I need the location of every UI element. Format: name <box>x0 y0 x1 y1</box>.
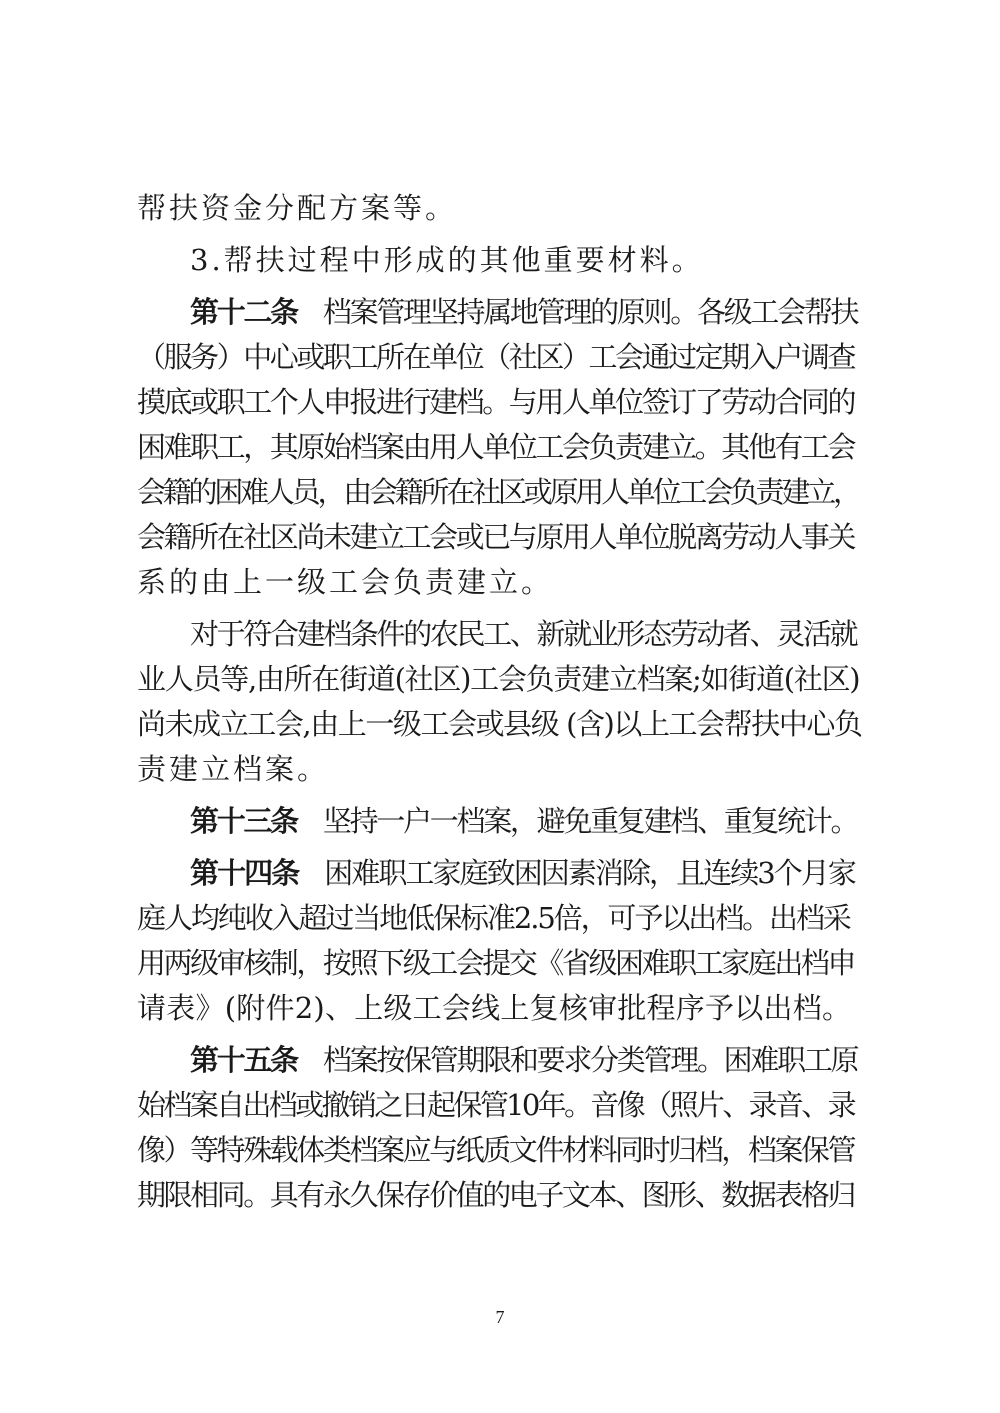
line-text: 帮扶资金分配方案等。 <box>137 191 458 225</box>
text-line <box>137 382 863 422</box>
line-text: 困难职工，其原始档案由用人单位工会负责建立。其他有工会 <box>137 430 855 464</box>
text-line <box>137 988 863 1028</box>
article-line <box>190 292 863 332</box>
article-number: 第十四条 <box>190 856 299 890</box>
line-text: 摸底或职工个人申报进行建档。与用人单位签订了劳动合同的 <box>137 385 855 419</box>
line-text: 档案管理坚持属地管理的原则。各级工会帮扶 <box>322 295 858 329</box>
line-text: 档案按保管期限和要求分类管理。困难职工原 <box>322 1043 858 1077</box>
text-line <box>190 614 863 654</box>
text-line <box>137 427 863 467</box>
line-text: 尚未成立工会,由上一级工会或县级 (含)以上工会帮扶中心负 <box>137 707 862 741</box>
text-line <box>137 704 863 744</box>
text-line <box>137 562 863 602</box>
line-text: 像）等特殊载体类档案应与纸质文件材料同时归档，档案保管 <box>137 1133 855 1167</box>
text-line <box>137 517 863 557</box>
text-line <box>137 1085 863 1125</box>
line-text: 期限相同。具有永久保存价值的电子文本、图形、数据表格归 <box>137 1178 855 1212</box>
text-line <box>190 240 863 280</box>
line-text: 坚持一户一档案，避免重复建档、重复统计。 <box>322 804 858 838</box>
article-line <box>190 801 863 841</box>
text-line <box>137 472 863 512</box>
text-line <box>137 659 863 699</box>
line-text: 请表》(附件2)、上级工会线上复核审批程序予以出档。 <box>137 991 852 1025</box>
line-text: （服务）中心或职工所在单位（社区）工会通过定期入户调查 <box>137 340 855 374</box>
line-text: 庭人均纯收入超过当地低保标准2.5倍，可予以出档。出档采 <box>137 901 850 935</box>
article-number: 第十五条 <box>190 1043 297 1077</box>
line-text: 始档案自出档或撤销之日起保管10年。音像（照片、录音、录 <box>137 1088 855 1122</box>
text-line <box>137 1175 863 1215</box>
article-number: 第十三条 <box>190 804 297 838</box>
text-line <box>137 749 863 789</box>
line-text: 3.帮扶过程中形成的其他重要材料。 <box>190 243 704 277</box>
line-text: 系的由上一级工会负责建立。 <box>137 565 554 599</box>
line-text: 业人员等,由所在街道(社区)工会负责建立档案;如街道(社区) <box>137 662 860 696</box>
text-line <box>137 943 863 983</box>
line-text: 会籍的困难人员，由会籍所在社区或原用人单位工会负责建立， <box>137 475 859 509</box>
article-number: 第十二条 <box>190 295 297 329</box>
line-text: 会籍所在社区尚未建立工会或已与原用人单位脱离劳动人事关 <box>137 520 855 554</box>
line-text: 责建立档案。 <box>137 752 330 786</box>
text-line <box>137 337 863 377</box>
line-text: 对于符合建档条件的农民工、新就业形态劳动者、灵活就 <box>190 617 857 651</box>
text-line <box>137 898 863 938</box>
line-text: 用两级审核制，按照下级工会提交《省级困难职工家庭出档申 <box>137 946 855 980</box>
line-text: 困难职工家庭致困因素消除，且连续3个月家 <box>324 856 855 890</box>
page-number: 7 <box>495 1307 505 1327</box>
text-line <box>137 188 863 228</box>
article-line <box>190 1040 863 1080</box>
text-line <box>137 1130 863 1170</box>
article-line <box>190 853 863 893</box>
